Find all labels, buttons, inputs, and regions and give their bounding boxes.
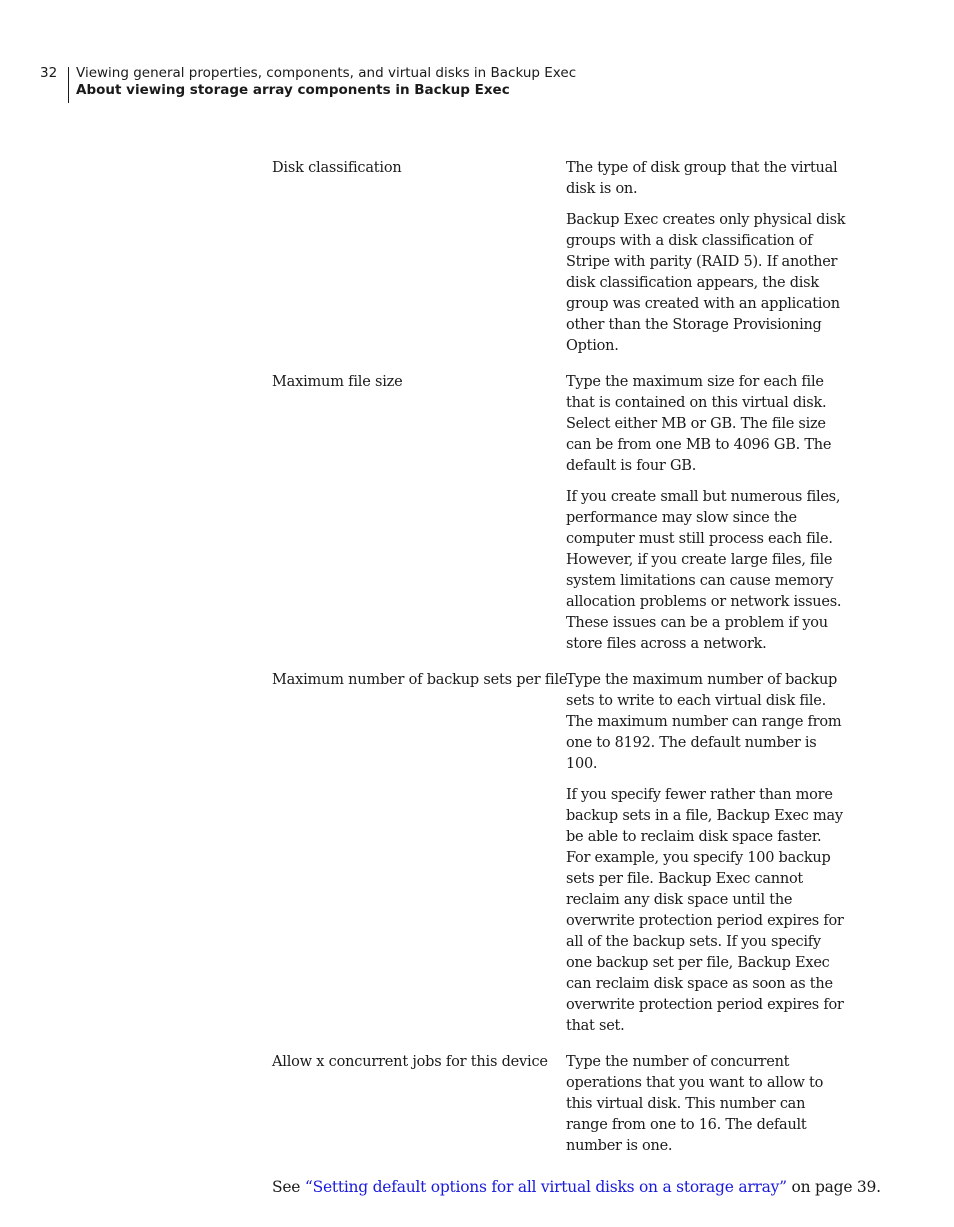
header-titles <box>76 65 576 99</box>
term-concurrent-jobs: Allow x concurrent jobs for this device <box>272 1054 548 1070</box>
description-paragraph: Type the maximum number of backup sets to write to each virtual disk file. The maximum number can range from one to 8192. The default number is 100. <box>566 672 842 772</box>
table-row <box>272 670 852 1037</box>
table-row <box>272 1052 852 1157</box>
description-paragraph: Type the number of concurrent operations that you want to allow to this virtual disk. This number can range from one to 16. The default number is one. <box>566 1054 824 1154</box>
description <box>566 372 846 655</box>
description-paragraph: Type the maximum size for each file that is contained on this virtual disk. Select either MB or GB. The file size can be from one MB to 4096 GB. The default is four GB. <box>566 374 832 474</box>
term-maximum-file-size: Maximum file size <box>272 374 403 390</box>
see-also-link[interactable]: “Setting default options for all virtual disks on a storage array” <box>304 1178 787 1196</box>
chapter-title: Viewing general properties, components, and virtual disks in Backup Exec <box>76 65 577 81</box>
description <box>566 1052 846 1157</box>
table-row <box>272 372 852 655</box>
header-divider <box>68 67 69 103</box>
see-also-reference <box>272 1177 881 1198</box>
description-paragraph: If you create small but numerous files, performance may slow since the computer must still process each file. However, if you create large files, file system limitations can cause memory allocation problems or network issues. These issues can be a problem if you store files across a network. <box>566 489 842 652</box>
definition-table <box>272 158 881 1198</box>
page-number: 32 <box>40 65 58 81</box>
description <box>566 670 846 1037</box>
see-also-suffix: on page 39. <box>786 1178 881 1196</box>
see-also-prefix: See <box>272 1178 305 1196</box>
description-paragraph: Backup Exec creates only physical disk groups with a disk classification of Stripe with parity (RAID 5). If another disk classification appears, the disk group was created with an application other than the Storage Provisioning Option. <box>566 212 846 354</box>
description <box>566 158 846 357</box>
term-maximum-backup-sets: Maximum number of backup sets per file <box>272 672 568 688</box>
description-paragraph: If you specify fewer rather than more backup sets in a file, Backup Exec may be able to reclaim disk space faster. For example, you specify 100 backup sets per file. Backup Exec cannot reclaim any disk space until the overwrite protection period expires for all of the backup sets. If you specify one backup set per file, Backup Exec can reclaim disk space as soon as the overwrite protection period expires for that set. <box>566 787 844 1034</box>
section-title: About viewing storage array components in Backup Exec <box>76 82 510 98</box>
table-row <box>272 158 852 357</box>
description-paragraph: The type of disk group that the virtual disk is on. <box>566 160 838 197</box>
term-disk-classification: Disk classification <box>272 160 402 176</box>
